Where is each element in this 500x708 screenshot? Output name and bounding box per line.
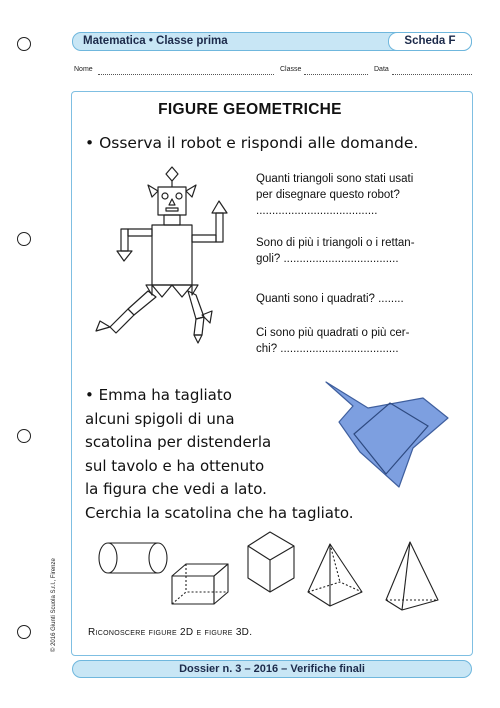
class-field[interactable] xyxy=(304,74,368,75)
sheet-label: Scheda F xyxy=(404,35,456,47)
square-pyramid-solid xyxy=(308,544,362,606)
header-tab xyxy=(388,32,472,51)
question-2-line-1: Sono di più i triangoli o i rettan- xyxy=(256,237,415,249)
question-3-line-1[interactable]: Quanti sono i quadrati? ........ xyxy=(256,293,404,305)
question-2-line-2[interactable]: goli? .................................... xyxy=(256,253,399,265)
question-1-line-1: Quanti triangoli sono stati usati xyxy=(256,173,414,185)
exercise2-line-5: la figura che vedi a lato. xyxy=(85,480,267,498)
name-label: Nome xyxy=(74,66,93,73)
question-4-line-1: Ci sono più quadrati o più cer- xyxy=(256,327,410,339)
cuboid-solid xyxy=(172,564,228,604)
triangular-pyramid-solid xyxy=(386,542,438,610)
date-field[interactable] xyxy=(392,74,472,75)
exercise1-instruction: • Osserva il robot e rispondi alle domande. xyxy=(85,134,419,152)
binder-hole-3 xyxy=(17,429,31,443)
binder-hole-2 xyxy=(17,232,31,246)
exercise2-line-2: alcuni spigoli di una xyxy=(85,409,235,428)
question-2 xyxy=(256,235,415,267)
question-1-line-2: per disegnare questo robot? xyxy=(256,189,400,201)
footer-text: Dossier n. 3 – 2016 – Verifiche finali xyxy=(179,663,365,675)
cube-solid xyxy=(248,532,294,592)
header-bar xyxy=(72,32,472,51)
footer-bar xyxy=(72,660,472,678)
name-field[interactable] xyxy=(98,74,274,75)
binder-hole-4 xyxy=(17,625,31,639)
pyramid-net-shape xyxy=(326,382,448,487)
cylinder-solid xyxy=(99,543,167,573)
question-1 xyxy=(256,171,413,219)
worksheet-title: FIGURE GEOMETRICHE xyxy=(158,101,342,118)
copyright-text: © 2016 Giunti Scuola S.r.l., Firenze xyxy=(51,558,57,652)
exercise2-line-6: Cerchia la scatolina che ha tagliato. xyxy=(85,503,354,522)
solids-row xyxy=(92,520,472,620)
class-label: Classe xyxy=(280,66,302,73)
exercise2-line-1: • Emma ha tagliato xyxy=(85,386,232,404)
exercise2-line-3: scatolina per distenderla xyxy=(85,433,272,451)
header-title: Matematica • Classe prima xyxy=(83,35,228,47)
question-4 xyxy=(256,325,409,357)
robot-drawing xyxy=(92,165,242,355)
question-3 xyxy=(256,291,404,307)
date-label: Data xyxy=(374,66,389,73)
exercise2-text xyxy=(85,384,354,525)
student-info-row xyxy=(74,66,472,78)
question-4-line-2[interactable]: chi? ..................................... xyxy=(256,343,399,355)
exercise2-line-4: sul tavolo e ha ottenuto xyxy=(85,456,265,475)
binder-hole-1 xyxy=(17,37,31,51)
pyramid-net-figure xyxy=(320,378,460,493)
question-1-answer[interactable]: ...................................... xyxy=(256,205,378,217)
learning-objective: Riconoscere figure 2D e figure 3D. xyxy=(88,627,253,638)
